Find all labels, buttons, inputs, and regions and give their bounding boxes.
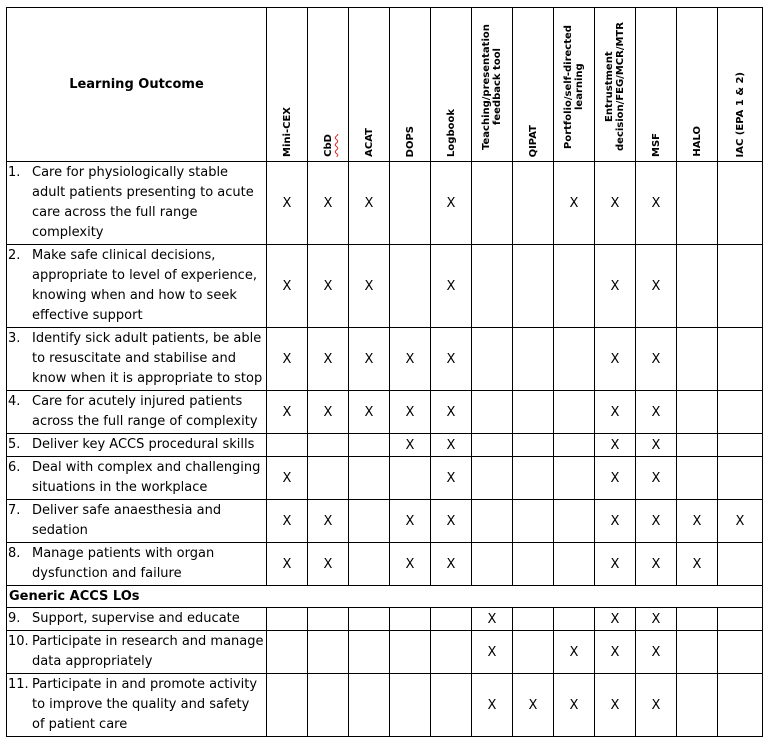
- table-row: [7, 328, 763, 391]
- outcome-number: 8.: [8, 546, 21, 561]
- assessment-cell: [308, 500, 349, 543]
- assessment-cell: [472, 457, 513, 500]
- assessment-cell: [513, 543, 554, 586]
- assessment-cell: [349, 608, 390, 631]
- x-mark: X: [323, 404, 333, 420]
- assessment-cell: [636, 457, 677, 500]
- assessment-cell: [718, 162, 763, 245]
- assessment-cell: [513, 391, 554, 434]
- x-mark: X: [651, 278, 661, 294]
- assessment-cell: [349, 245, 390, 328]
- assessment-cell: [554, 500, 595, 543]
- x-mark: X: [610, 437, 620, 453]
- assessment-cell: [636, 608, 677, 631]
- assessment-cell: [677, 162, 718, 245]
- assessment-cell: [308, 391, 349, 434]
- learning-outcome-cell: [7, 245, 267, 328]
- x-mark: X: [610, 404, 620, 420]
- assessment-cell: [595, 245, 636, 328]
- learning-outcome-cell: [7, 500, 267, 543]
- assessment-cell: [677, 608, 718, 631]
- x-mark: X: [610, 611, 620, 627]
- outcome-text: Make safe clinical decisions, appropriate to level of experience, knowing when and how to seek effective support: [32, 248, 257, 323]
- x-mark: X: [282, 513, 292, 529]
- assessment-cell: [554, 457, 595, 500]
- section-title: Generic ACCS LOs: [7, 586, 763, 608]
- col-header-logbook: Logbook: [431, 8, 472, 162]
- assessment-cell: [390, 162, 431, 245]
- assessment-cell: [431, 631, 472, 674]
- assessment-cell: [390, 434, 431, 457]
- col-header-teaching-feedback: Teaching/presentation feedback tool: [472, 8, 513, 162]
- assessment-cell: [513, 608, 554, 631]
- learning-outcome-cell: [7, 328, 267, 391]
- x-mark: X: [364, 351, 374, 367]
- assessment-cell: [472, 391, 513, 434]
- x-mark: X: [487, 611, 497, 627]
- outcome-number: 11.: [8, 677, 29, 692]
- assessment-cell: [595, 631, 636, 674]
- x-mark: X: [405, 437, 415, 453]
- col-header-halo: HALO: [677, 8, 718, 162]
- assessment-cell: [349, 500, 390, 543]
- assessment-cell: [390, 608, 431, 631]
- outcome-text: Participate in and promote activity to improve the quality and safety of patient care: [32, 677, 258, 732]
- x-mark: X: [487, 697, 497, 713]
- assessment-cell: [554, 434, 595, 457]
- x-mark: X: [651, 644, 661, 660]
- x-mark: X: [282, 351, 292, 367]
- table-row: [7, 608, 763, 631]
- table-row: [7, 391, 763, 434]
- assessment-cell: [718, 543, 763, 586]
- assessment-cell: [677, 543, 718, 586]
- col-header-msf: MSF: [636, 8, 677, 162]
- assessment-cell: [595, 543, 636, 586]
- assessment-cell: [431, 543, 472, 586]
- assessment-cell: [513, 500, 554, 543]
- assessment-cell: [308, 543, 349, 586]
- assessment-cell: [636, 500, 677, 543]
- assessment-cell: [636, 328, 677, 391]
- x-mark: X: [446, 470, 456, 486]
- x-mark: X: [446, 195, 456, 211]
- assessment-cell: [554, 391, 595, 434]
- outcome-text: Participate in research and manage data appropriately: [32, 634, 264, 669]
- x-mark: X: [446, 513, 456, 529]
- assessment-cell: [267, 391, 308, 434]
- outcome-number: 1.: [8, 165, 21, 180]
- assessment-cell: [513, 434, 554, 457]
- assessment-cell: [718, 245, 763, 328]
- x-mark: X: [323, 513, 333, 529]
- assessment-cell: [472, 245, 513, 328]
- assessment-cell: [677, 500, 718, 543]
- x-mark: X: [405, 404, 415, 420]
- x-mark: X: [610, 278, 620, 294]
- outcome-number: 3.: [8, 331, 21, 346]
- x-mark: X: [446, 278, 456, 294]
- assessment-cell: [513, 328, 554, 391]
- x-mark: X: [282, 404, 292, 420]
- assessment-cell: [554, 328, 595, 391]
- x-mark: X: [610, 195, 620, 211]
- outcome-text: Support, supervise and educate: [32, 611, 240, 626]
- col-header-qipat: QIPAT: [513, 8, 554, 162]
- assessment-cell: [595, 391, 636, 434]
- assessment-cell: [390, 674, 431, 737]
- assessment-cell: [349, 162, 390, 245]
- assessment-cell: [472, 674, 513, 737]
- col-header-acat: ACAT: [349, 8, 390, 162]
- assessment-cell: [472, 543, 513, 586]
- table-row: [7, 631, 763, 674]
- x-mark: X: [610, 351, 620, 367]
- assessment-cell: [349, 543, 390, 586]
- assessment-cell: [595, 674, 636, 737]
- assessment-cell: [431, 674, 472, 737]
- assessment-cell: [677, 391, 718, 434]
- assessment-cell: [718, 434, 763, 457]
- x-mark: X: [487, 644, 497, 660]
- outcome-text: Manage patients with organ dysfunction and failure: [32, 546, 215, 581]
- x-mark: X: [651, 195, 661, 211]
- assessment-cell: [595, 328, 636, 391]
- outcome-number: 7.: [8, 503, 21, 518]
- col-header-iac: IAC (EPA 1 & 2): [718, 8, 763, 162]
- table-row: [7, 162, 763, 245]
- x-mark: X: [446, 404, 456, 420]
- assessment-cell: [595, 162, 636, 245]
- table-row: [7, 457, 763, 500]
- x-mark: X: [610, 644, 620, 660]
- table-body: [7, 162, 763, 737]
- assessment-cell: [308, 631, 349, 674]
- assessment-cell: [308, 674, 349, 737]
- assessment-cell: [677, 631, 718, 674]
- table-row: [7, 543, 763, 586]
- assessment-cell: [349, 457, 390, 500]
- outcome-text: Care for physiologically stable adult patients presenting to acute care across the full range complexity: [32, 165, 254, 240]
- col-header-portfolio: Portfolio/self-directed learning: [554, 8, 595, 162]
- assessment-cell: [472, 500, 513, 543]
- assessment-cell: [390, 543, 431, 586]
- table-row: [7, 245, 763, 328]
- assessment-cell: [308, 162, 349, 245]
- x-mark: X: [282, 556, 292, 572]
- x-mark: X: [569, 697, 579, 713]
- assessment-cell: [349, 391, 390, 434]
- x-mark: X: [446, 437, 456, 453]
- assessment-cell: [390, 631, 431, 674]
- learning-outcomes-table: [6, 7, 763, 737]
- assessment-cell: [431, 162, 472, 245]
- outcome-text: Care for acutely injured patients across the full range of complexity: [32, 394, 258, 429]
- assessment-cell: [718, 500, 763, 543]
- outcome-number: 10.: [8, 634, 29, 649]
- assessment-cell: [718, 391, 763, 434]
- header-row: [7, 8, 763, 162]
- outcome-number: 4.: [8, 394, 21, 409]
- assessment-cell: [308, 608, 349, 631]
- assessment-cell: [513, 631, 554, 674]
- outcome-number: 2.: [8, 248, 21, 263]
- assessment-cell: [595, 500, 636, 543]
- assessment-cell: [472, 434, 513, 457]
- assessment-cell: [431, 328, 472, 391]
- x-mark: X: [651, 697, 661, 713]
- x-mark: X: [282, 278, 292, 294]
- assessment-cell: [513, 457, 554, 500]
- assessment-cell: [267, 631, 308, 674]
- col-header-entrustment: Entrustment decision/FEG/MCR/MTR: [595, 8, 636, 162]
- assessment-cell: [636, 162, 677, 245]
- x-mark: X: [651, 611, 661, 627]
- col-header-dops: DOPS: [390, 8, 431, 162]
- learning-outcome-cell: [7, 631, 267, 674]
- assessment-cell: [513, 162, 554, 245]
- x-mark: X: [282, 470, 292, 486]
- assessment-cell: [718, 608, 763, 631]
- assessment-cell: [267, 162, 308, 245]
- assessment-cell: [636, 543, 677, 586]
- x-mark: X: [651, 470, 661, 486]
- assessment-cell: [677, 457, 718, 500]
- x-mark: X: [528, 697, 538, 713]
- outcome-number: 9.: [8, 611, 21, 626]
- x-mark: X: [610, 697, 620, 713]
- x-mark: X: [323, 351, 333, 367]
- col-header-cbd: CbD: [308, 8, 349, 162]
- x-mark: X: [569, 644, 579, 660]
- assessment-cell: [267, 500, 308, 543]
- assessment-cell: [554, 245, 595, 328]
- assessment-cell: [595, 608, 636, 631]
- assessment-cell: [677, 328, 718, 391]
- learning-outcome-cell: [7, 434, 267, 457]
- outcome-number: 6.: [8, 460, 21, 475]
- assessment-cell: [267, 245, 308, 328]
- learning-outcome-cell: [7, 543, 267, 586]
- assessment-cell: [472, 608, 513, 631]
- assessment-cell: [431, 457, 472, 500]
- assessment-cell: [677, 674, 718, 737]
- assessment-cell: [636, 434, 677, 457]
- x-mark: X: [364, 195, 374, 211]
- assessment-cell: [349, 674, 390, 737]
- outcome-number: 5.: [8, 437, 21, 452]
- assessment-cell: [431, 391, 472, 434]
- assessment-cell: [718, 457, 763, 500]
- x-mark: X: [569, 195, 579, 211]
- x-mark: X: [610, 513, 620, 529]
- x-mark: X: [446, 556, 456, 572]
- x-mark: X: [446, 351, 456, 367]
- x-mark: X: [651, 404, 661, 420]
- assessment-cell: [636, 631, 677, 674]
- assessment-cell: [472, 328, 513, 391]
- x-mark: X: [735, 513, 745, 529]
- x-mark: X: [323, 195, 333, 211]
- outcome-text: Deliver safe anaesthesia and sedation: [32, 503, 222, 538]
- assessment-cell: [267, 328, 308, 391]
- assessment-cell: [390, 391, 431, 434]
- assessment-cell: [554, 543, 595, 586]
- x-mark: X: [364, 404, 374, 420]
- assessment-cell: [554, 674, 595, 737]
- assessment-cell: [595, 457, 636, 500]
- assessment-cell: [349, 434, 390, 457]
- outcome-text: Deal with complex and challenging situations in the workplace: [32, 460, 261, 495]
- x-mark: X: [651, 351, 661, 367]
- table-row: [7, 500, 763, 543]
- assessment-cell: [595, 434, 636, 457]
- assessment-cell: [267, 674, 308, 737]
- assessment-cell: [390, 328, 431, 391]
- assessment-cell: [718, 631, 763, 674]
- assessment-cell: [390, 457, 431, 500]
- assessment-cell: [554, 162, 595, 245]
- assessment-cell: [267, 457, 308, 500]
- x-mark: X: [692, 556, 702, 572]
- assessment-cell: [472, 631, 513, 674]
- learning-outcome-cell: [7, 608, 267, 631]
- outcome-text: Deliver key ACCS procedural skills: [32, 437, 255, 452]
- x-mark: X: [405, 513, 415, 529]
- x-mark: X: [323, 556, 333, 572]
- assessment-cell: [636, 391, 677, 434]
- assessment-cell: [554, 608, 595, 631]
- x-mark: X: [323, 278, 333, 294]
- learning-outcome-cell: [7, 391, 267, 434]
- assessment-cell: [390, 245, 431, 328]
- assessment-cell: [349, 631, 390, 674]
- assessment-cell: [636, 674, 677, 737]
- assessment-cell: [267, 543, 308, 586]
- assessment-cell: [308, 245, 349, 328]
- table-row: [7, 434, 763, 457]
- x-mark: X: [282, 195, 292, 211]
- x-mark: X: [692, 513, 702, 529]
- x-mark: X: [651, 556, 661, 572]
- learning-outcome-cell: [7, 674, 267, 737]
- assessment-cell: [636, 245, 677, 328]
- x-mark: X: [364, 278, 374, 294]
- assessment-cell: [267, 608, 308, 631]
- assessment-cell: [718, 674, 763, 737]
- learning-outcome-cell: [7, 457, 267, 500]
- x-mark: X: [405, 556, 415, 572]
- x-mark: X: [610, 556, 620, 572]
- assessment-cell: [431, 608, 472, 631]
- assessment-cell: [513, 674, 554, 737]
- outcome-text: Identify sick adult patients, be able to resuscitate and stabilise and know when it is appropriate to stop: [32, 331, 263, 386]
- assessment-cell: [349, 328, 390, 391]
- assessment-cell: [308, 457, 349, 500]
- x-mark: X: [651, 513, 661, 529]
- assessment-cell: [431, 434, 472, 457]
- assessment-cell: [431, 500, 472, 543]
- assessment-cell: [308, 434, 349, 457]
- x-mark: X: [405, 351, 415, 367]
- x-mark: X: [610, 470, 620, 486]
- table-row: [7, 674, 763, 737]
- assessment-cell: [431, 245, 472, 328]
- assessment-cell: [554, 631, 595, 674]
- learning-outcome-cell: [7, 162, 267, 245]
- assessment-cell: [308, 328, 349, 391]
- assessment-cell: [677, 434, 718, 457]
- assessment-cell: [390, 500, 431, 543]
- x-mark: X: [651, 437, 661, 453]
- assessment-cell: [718, 328, 763, 391]
- assessment-cell: [677, 245, 718, 328]
- assessment-cell: [267, 434, 308, 457]
- learning-outcome-header: Learning Outcome: [7, 8, 267, 162]
- assessment-cell: [513, 245, 554, 328]
- section-row: [7, 586, 763, 608]
- assessment-cell: [472, 162, 513, 245]
- col-header-mini-cex: Mini-CEX: [267, 8, 308, 162]
